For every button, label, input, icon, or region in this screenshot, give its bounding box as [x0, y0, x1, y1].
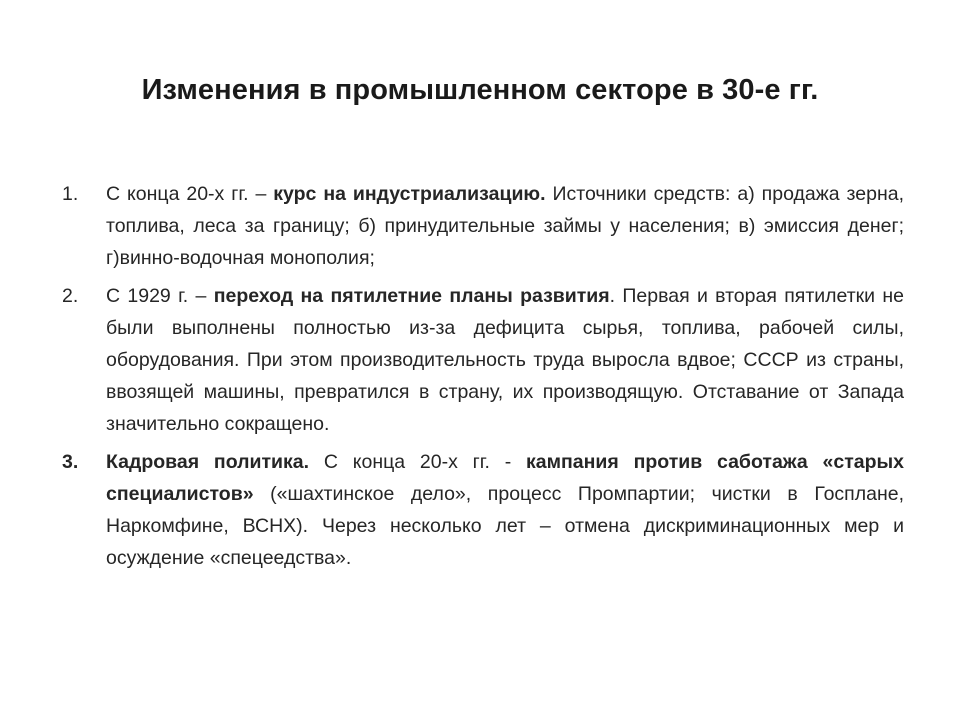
item-body: Источники средств: а) продажа зерна, топлива, леса за границу; б) принудительные займы у населения; в) эмиссия денег; г)винно-водочная монополия; — [106, 183, 904, 269]
list-item-3 — [62, 446, 904, 574]
item-number: 2. — [62, 285, 79, 307]
item-number: 1. — [62, 183, 79, 205]
item-emphasis: курс на индустриализацию. — [273, 183, 546, 205]
item-text — [106, 280, 904, 440]
item-text — [106, 178, 904, 274]
slide-title: Изменения в промышленном секторе в 30-е гг. — [141, 74, 819, 106]
item-intro: С 1929 г. – — [106, 285, 214, 307]
item-intro: С конца 20-х гг. - — [309, 451, 526, 473]
item-body: («шахтинское дело», процесс Промпартии; чистки в Госплане, Наркомфине, ВСНХ). Через несколько лет – отмена дискриминационных мер и осуждение «спецеедства». — [106, 483, 904, 569]
item-body: . Первая и вторая пятилетки не были выполнены полностью из-за дефицита сырья, топлива, рабочей силы, оборудования. При этом производительность труда выросла вдвое; СССР из страны, ввозящей машины, превратился в страну, их производящую. Отставание от Запада значительно сокращено. — [106, 285, 904, 435]
item-number: 3. — [62, 451, 79, 473]
item-lead-heading: Кадровая политика. — [106, 451, 310, 473]
item-emphasis: кампания против саботажа «старых специалистов» — [106, 451, 904, 505]
item-list — [62, 178, 904, 580]
list-item-2 — [62, 280, 904, 440]
list-item-1 — [62, 178, 904, 274]
item-text — [106, 446, 904, 574]
item-emphasis: переход на пятилетние планы развития — [213, 285, 610, 307]
item-intro: С конца 20-х гг. – — [106, 183, 274, 205]
